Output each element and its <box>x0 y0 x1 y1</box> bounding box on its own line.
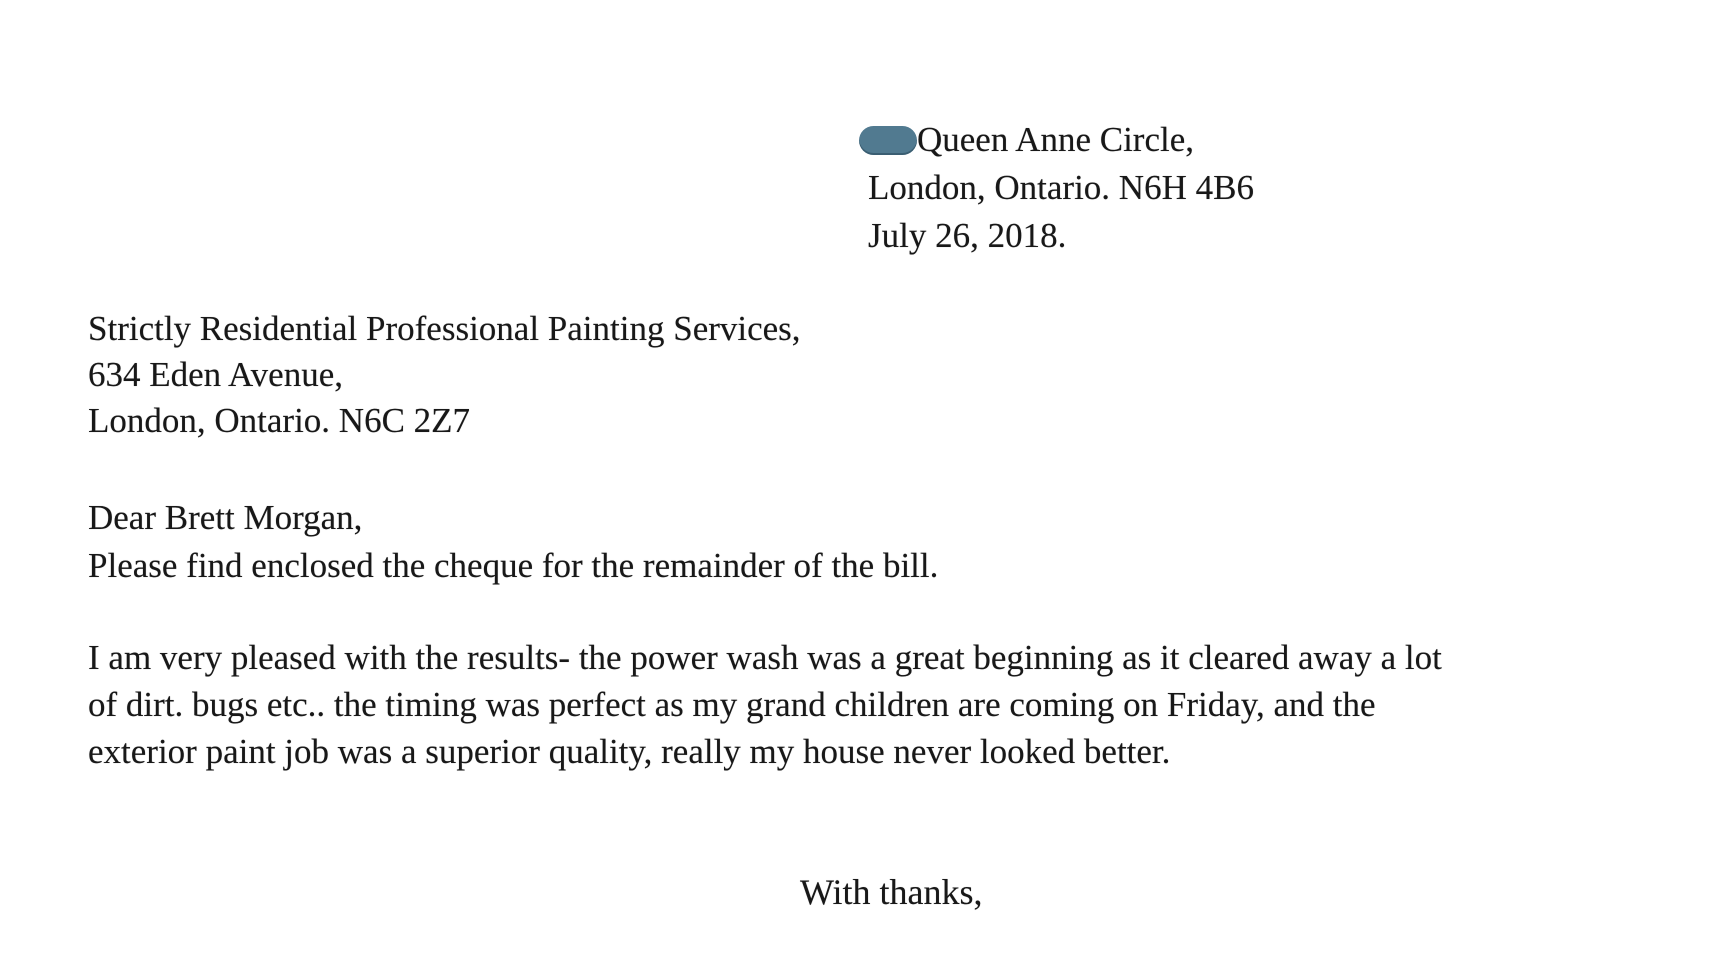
redaction-pill <box>859 126 917 155</box>
body-line: I am very pleased with the results- the power wash was a great beginning as it cleared away a lot <box>88 638 1442 677</box>
sender-address-line-2: London, Ontario. N6H 4B6 <box>868 168 1254 207</box>
sender-address-line-1 <box>868 116 1254 164</box>
body-line: of dirt. bugs etc.. the timing was perfect as my grand children are coming on Friday, and the <box>88 685 1376 724</box>
recipient-city: London, Ontario. N6C 2Z7 <box>88 401 471 440</box>
letter-date: July 26, 2018. <box>868 216 1067 255</box>
recipient-name: Strictly Residential Professional Painting Services, <box>88 309 801 348</box>
letter-body-paragraph <box>88 634 1442 775</box>
closing-block <box>800 870 983 914</box>
body-line: exterior paint job was a superior quality, really my house never looked better. <box>88 732 1171 771</box>
sender-address-block <box>868 116 1254 260</box>
recipient-street: 634 Eden Avenue, <box>88 355 343 394</box>
salutation-block <box>88 494 938 590</box>
salutation: Dear Brett Morgan, <box>88 498 363 537</box>
closing-text: With thanks, <box>800 872 983 912</box>
sender-street: Queen Anne Circle, <box>917 120 1194 159</box>
opening-line: Please find enclosed the cheque for the remainder of the bill. <box>88 546 939 585</box>
recipient-address-block <box>88 306 801 444</box>
